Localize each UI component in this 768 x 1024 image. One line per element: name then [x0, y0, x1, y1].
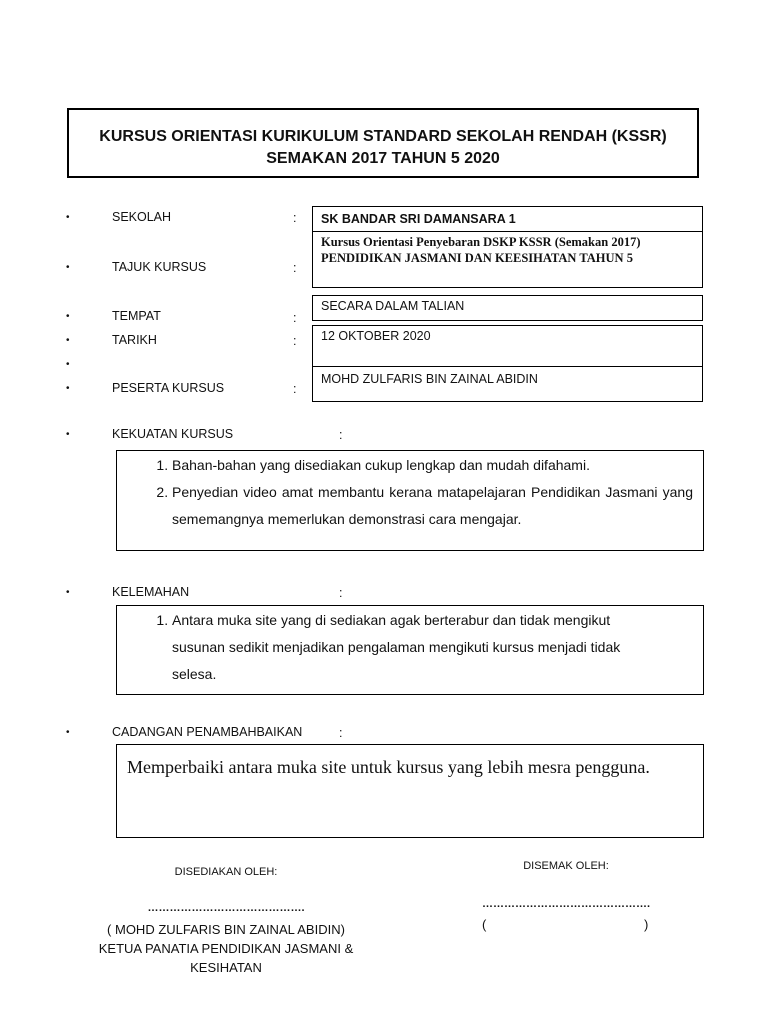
value-box-tajuk-kursus: [312, 231, 703, 288]
bullet-tajuk: •: [66, 262, 70, 273]
value-sekolah: SK BANDAR SRI DAMANSARA 1: [321, 212, 516, 226]
prepared-by-role-line1: KETUA PANATIA PENDIDIKAN JASMANI &: [98, 941, 354, 956]
bullet-tempat: •: [66, 311, 70, 322]
prepared-by-name: ( MOHD ZULFARIS BIN ZAINAL ABIDIN): [107, 922, 345, 937]
colon-sekolah: :: [293, 211, 297, 225]
colon-kekuatan: :: [339, 428, 343, 442]
label-tajuk-kursus: TAJUK KURSUS: [112, 260, 207, 274]
value-tajuk-line1: Kursus Orientasi Penyebaran DSKP KSSR (Semakan 2017): [321, 235, 641, 249]
colon-tarikh: :: [293, 334, 297, 348]
bullet-tarikh: •: [66, 335, 70, 346]
kekuatan-item-2: 2. Penyedian video amat membantu kerana matapelajaran Pendidikan Jasmani yang sememangnya memerlukan demonstrasi cara mengajar.: [172, 479, 693, 533]
colon-kelemahan: :: [339, 586, 343, 600]
value-tajuk-line2: PENDIDIKAN JASMANI DAN KEESIHATAN TAHUN 5: [321, 251, 633, 265]
prepared-by-signature-line: …………………………………….: [147, 902, 305, 914]
colon-cadangan: :: [339, 726, 343, 740]
value-box-sekolah: [312, 206, 703, 232]
value-box-tempat: [312, 295, 703, 321]
bullet-peserta: •: [66, 383, 70, 394]
label-kekuatan-kursus: KEKUATAN KURSUS: [112, 427, 234, 441]
cadangan-text: Memperbaiki antara muka site untuk kursus yang lebih mesra pengguna.: [127, 757, 650, 777]
label-sekolah: SEKOLAH: [112, 210, 172, 224]
kelemahan-text-box: [116, 605, 704, 695]
kekuatan-list: [117, 451, 703, 533]
document-title-box: [67, 108, 699, 178]
label-kelemahan: KELEMAHAN: [112, 585, 190, 599]
colon-tempat: :: [293, 311, 297, 325]
label-peserta-kursus: PESERTA KURSUS: [112, 381, 225, 395]
prepared-by-role-line2: KESIHATAN: [190, 960, 262, 975]
label-tempat: TEMPAT: [112, 309, 161, 323]
bullet-sekolah: •: [66, 212, 70, 223]
colon-tajuk: :: [293, 261, 297, 275]
checked-by-signature-line: ……………………………………….: [481, 898, 651, 910]
value-box-peserta: [312, 366, 703, 402]
checked-by-paren-close: ): [644, 917, 649, 932]
kekuatan-text-box: [116, 450, 704, 551]
value-box-tarikh: [312, 325, 703, 367]
checked-by-paren-open: (: [482, 917, 487, 932]
value-peserta: MOHD ZULFARIS BIN ZAINAL ABIDIN: [321, 372, 538, 386]
label-tarikh: TARIKH: [112, 333, 157, 347]
cadangan-text-box: [116, 744, 704, 838]
document-title-line2: SEMAKAN 2017 TAHUN 5 2020: [266, 150, 500, 167]
label-cadangan: CADANGAN PENAMBAHBAIKAN: [112, 725, 303, 739]
checked-by-label: DISEMAK OLEH:: [523, 860, 609, 872]
value-tempat: SECARA DALAM TALIAN: [321, 299, 465, 313]
bullet-kekuatan: •: [66, 429, 70, 440]
value-tarikh: 12 OKTOBER 2020: [321, 329, 431, 343]
bullet-kelemahan: •: [66, 587, 70, 598]
kelemahan-item-1: 1. Antara muka site yang di sediakan agak berterabur dan tidak mengikut susunan sedikit menjadikan pengalaman mengikuti kursus menjadi tidak selesa.: [172, 607, 663, 688]
colon-peserta: :: [293, 382, 297, 396]
kekuatan-item-1: 1. Bahan-bahan yang disediakan cukup lengkap dan mudah difahami.: [172, 452, 693, 479]
prepared-by-label: DISEDIAKAN OLEH:: [174, 866, 278, 878]
bullet-cadangan: •: [66, 727, 70, 738]
document-title-line1: KURSUS ORIENTASI KURIKULUM STANDARD SEKOLAH RENDAH (KSSR): [99, 128, 667, 145]
kelemahan-list: [117, 606, 703, 688]
bullet-empty: •: [66, 359, 70, 370]
